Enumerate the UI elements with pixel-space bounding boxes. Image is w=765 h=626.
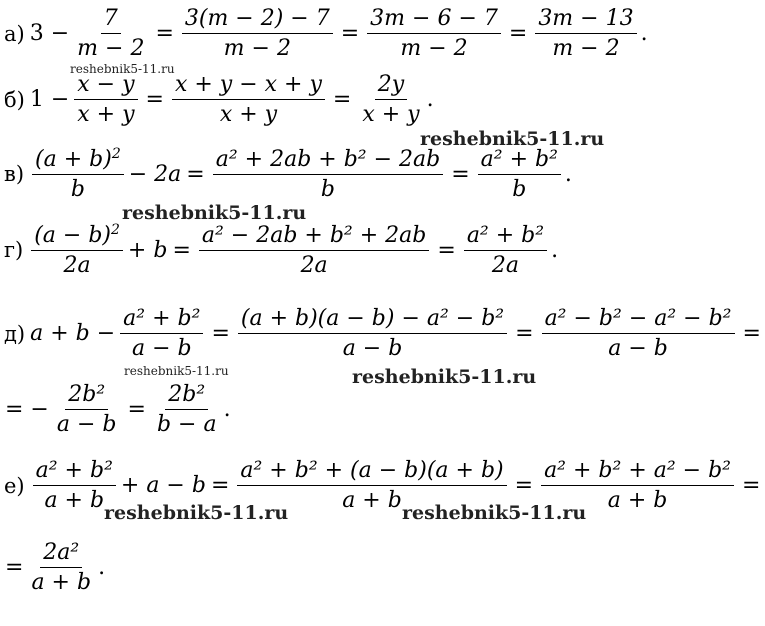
g-mid: + b <box>127 237 168 263</box>
watermark-4: reshebnik5-11.ru <box>124 364 229 378</box>
e-frac-1: $\frac{\text{a² + b²}}{a + b}$ <box>33 458 116 514</box>
line-g: г) $\frac{(a - b)^2}{2a}$ + b = $\frac{\text{a² − 2ab + b² + 2ab}}{2a}$ = $\frac{\text{a² + b²}}{2a}$ . <box>4 222 559 279</box>
e2-prefix: = <box>5 555 24 581</box>
d-frac-1: $\frac{\text{a² + b²}}{a - b}$ <box>120 306 203 362</box>
d-frac-3: $\frac{\text{a² − b² − a² − b²}}{a - b}$ <box>542 306 735 362</box>
line-e2: = $\frac{\text{2a²}}{a + b}$ . <box>5 540 106 596</box>
d-frac-2: $\frac{\text{(a + b)(a − b) − a² − b²}}{a - b}$ <box>238 306 507 362</box>
watermark-5: reshebnik5-11.ru <box>352 366 537 388</box>
b-frac-1: $\frac{x - y}{x + y}$ <box>74 72 137 128</box>
e-frac-3: $\frac{\text{a² + b² + a² − b²}}{a + b}$ <box>541 458 734 514</box>
b-prefix: 1 − <box>29 87 70 113</box>
label-v: в) <box>4 162 25 187</box>
label-e: е) <box>4 473 25 498</box>
line-e: е) $\frac{\text{a² + b²}}{a + b}$ + a − b = $\frac{\text{a² + b² + (a − b)(a + b)}}{a + b}$ = $\frac{\text{a² + b² + a² − b²}}{a + b}$ = <box>4 458 761 514</box>
line-a: а) 3 − $\frac{7}{m - 2}$ = $\frac{3(m - 2) - 7}{m - 2}$ = $\frac{3m - 6 - 7}{m - 2}$ = $\frac{3m - 13}{m - 2}$ . <box>4 6 648 62</box>
b-frac-2: $\frac{x + y - x + y}{x + y}$ <box>172 72 325 128</box>
b-frac-3: $\frac{2y}{x + y}$ <box>362 72 420 128</box>
line-d2: = − $\frac{\text{2b²}}{a - b}$ = $\frac{\text{2b²}}{b - a}$ . <box>5 382 231 438</box>
d2-frac-2: $\frac{\text{2b²}}{b - a}$ <box>156 382 217 438</box>
v-frac-1: $\frac{(a + b)^2}{b}$ <box>32 146 124 203</box>
a-frac-4: $\frac{3m - 13}{m - 2}$ <box>535 6 636 62</box>
a-frac-1: $\frac{7}{m - 2}$ <box>77 6 145 62</box>
watermark-1: reshebnik5-11.ru <box>70 62 175 76</box>
v-frac-2: $\frac{\text{a² + 2ab + b² − 2ab}}{b}$ <box>213 147 444 203</box>
g-frac-3: $\frac{\text{a² + b²}}{2a}$ <box>464 223 547 279</box>
a-prefix: 3 − <box>29 21 70 47</box>
v-mid: − 2a <box>128 161 182 187</box>
e2-frac-1: $\frac{\text{2a²}}{a + b}$ <box>31 540 92 596</box>
watermark-3: reshebnik5-11.ru <box>122 202 307 224</box>
watermark-2: reshebnik5-11.ru <box>420 128 605 150</box>
d2-frac-1: $\frac{\text{2b²}}{a - b}$ <box>56 382 117 438</box>
e-mid: + a − b <box>120 473 206 499</box>
label-g: г) <box>4 238 24 263</box>
watermark-7: reshebnik5-11.ru <box>402 502 587 524</box>
label-a: а) <box>4 21 25 46</box>
e-frac-2: $\frac{\text{a² + b² + (a − b)(a + b)}}{a + b}$ <box>237 458 506 514</box>
g-frac-2: $\frac{\text{a² − 2ab + b² + 2ab}}{2a}$ <box>199 223 430 279</box>
a-frac-2: $\frac{3(m - 2) - 7}{m - 2}$ <box>182 6 333 62</box>
label-d: д) <box>4 321 26 346</box>
line-b: б) 1 − $\frac{x - y}{x + y}$ = $\frac{x + y - x + y}{x + y}$ = $\frac{2y}{x + y}$ . <box>4 72 434 128</box>
g-frac-1: $\frac{(a - b)^2}{2a}$ <box>31 222 123 279</box>
label-b: б) <box>4 87 25 112</box>
line-v: в) $\frac{(a + b)^2}{b}$ − 2a = $\frac{\text{a² + 2ab + b² − 2ab}}{b}$ = $\frac{\text{a² + b²}}{b}$ . <box>4 146 572 203</box>
watermark-6: reshebnik5-11.ru <box>104 502 289 524</box>
v-frac-3: $\frac{\text{a² + b²}}{b}$ <box>478 147 561 203</box>
line-d: д) a + b − $\frac{\text{a² + b²}}{a - b}$ = $\frac{\text{(a + b)(a − b) − a² − b²}}{a - b}$ = $\frac{\text{a² − b² − a² − b²}}{a - b}$ = <box>4 306 761 362</box>
d2-prefix: = − <box>5 397 49 423</box>
d-prefix: a + b − <box>30 321 116 347</box>
a-frac-3: $\frac{3m - 6 - 7}{m - 2}$ <box>367 6 501 62</box>
